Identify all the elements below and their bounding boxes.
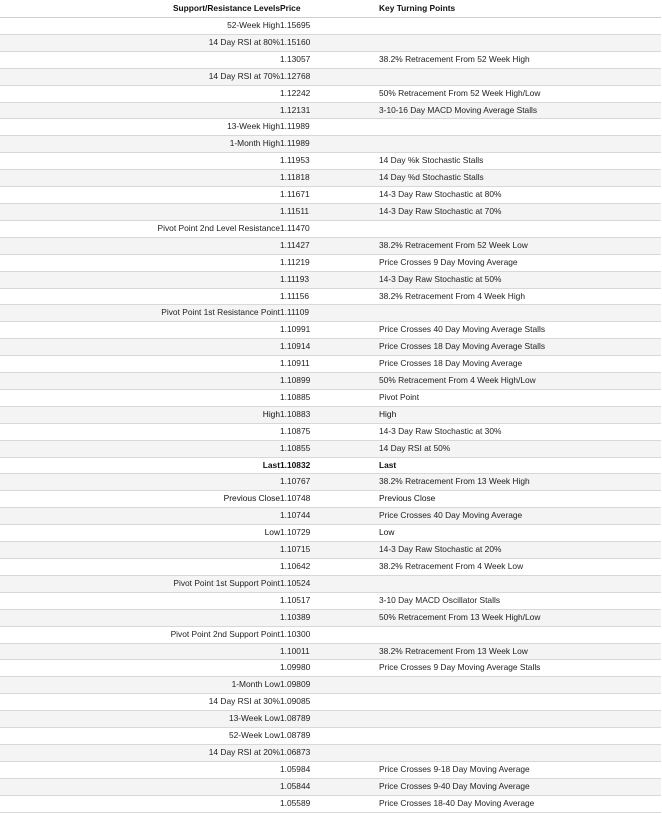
table-row (0, 795, 661, 812)
table-row (0, 271, 661, 288)
table-row (0, 322, 661, 339)
level-cell (0, 356, 280, 373)
key-turning-point-cell (379, 68, 661, 85)
key-turning-point-cell (379, 34, 661, 51)
price-cell: 1.11671 (280, 187, 379, 204)
level-cell (0, 288, 280, 305)
price-cell: 1.10715 (280, 542, 379, 559)
price-cell: 1.11109 (280, 305, 379, 322)
price-cell: 1.10885 (280, 389, 379, 406)
key-turning-point-cell (379, 575, 661, 592)
key-turning-point-cell: 14 Day RSI at 50% (379, 440, 661, 457)
table-row (0, 68, 661, 85)
level-cell: Low (0, 525, 280, 542)
price-cell: 1.11193 (280, 271, 379, 288)
level-cell: 14 Day RSI at 20% (0, 744, 280, 761)
level-cell: 13-Week Low (0, 711, 280, 728)
table-row (0, 339, 661, 356)
key-turning-point-cell (379, 711, 661, 728)
level-cell (0, 187, 280, 204)
table-row (0, 102, 661, 119)
key-turning-point-cell (379, 18, 661, 35)
table-row (0, 711, 661, 728)
level-cell (0, 592, 280, 609)
key-turning-point-cell (379, 626, 661, 643)
key-turning-point-cell: Price Crosses 18 Day Moving Average Stalls (379, 339, 661, 356)
key-turning-point-cell (379, 136, 661, 153)
price-cell: 1.11470 (280, 220, 379, 237)
level-cell (0, 542, 280, 559)
price-cell: 1.12131 (280, 102, 379, 119)
table-row (0, 220, 661, 237)
table-row (0, 609, 661, 626)
level-cell (0, 102, 280, 119)
level-cell (0, 559, 280, 576)
key-turning-point-cell: 50% Retracement From 52 Week High/Low (379, 85, 661, 102)
price-cell: 1.05589 (280, 795, 379, 812)
table-row (0, 288, 661, 305)
price-cell: 1.10517 (280, 592, 379, 609)
price-cell: 1.10389 (280, 609, 379, 626)
table-row (0, 626, 661, 643)
table-row (0, 51, 661, 68)
level-cell (0, 795, 280, 812)
price-cell: 1.10729 (280, 525, 379, 542)
table-row (0, 660, 661, 677)
price-cell: 1.10524 (280, 575, 379, 592)
price-cell: 1.15695 (280, 18, 379, 35)
table-body (0, 18, 661, 813)
key-turning-point-cell: 38.2% Retracement From 52 Week Low (379, 237, 661, 254)
level-cell: 14 Day RSI at 30% (0, 694, 280, 711)
price-cell: 1.11989 (280, 119, 379, 136)
table-row (0, 643, 661, 660)
key-turning-point-cell: 38.2% Retracement From 13 Week Low (379, 643, 661, 660)
level-cell (0, 474, 280, 491)
price-cell: 1.10011 (280, 643, 379, 660)
key-turning-point-cell (379, 119, 661, 136)
header-price: Price (280, 0, 379, 18)
price-cell: 1.10911 (280, 356, 379, 373)
level-cell (0, 339, 280, 356)
key-turning-point-cell: 14 Day %k Stochastic Stalls (379, 153, 661, 170)
level-cell: 14 Day RSI at 80% (0, 34, 280, 51)
price-cell: 1.10767 (280, 474, 379, 491)
key-turning-point-cell: 14-3 Day Raw Stochastic at 30% (379, 423, 661, 440)
header-key-turning-points: Key Turning Points (379, 0, 661, 18)
level-cell: Pivot Point 2nd Support Point (0, 626, 280, 643)
level-cell (0, 423, 280, 440)
table-row (0, 677, 661, 694)
key-turning-point-cell: 50% Retracement From 13 Week High/Low (379, 609, 661, 626)
level-cell (0, 643, 280, 660)
table-row (0, 356, 661, 373)
level-cell: 52-Week High (0, 18, 280, 35)
price-cell: 1.12768 (280, 68, 379, 85)
table-row (0, 18, 661, 35)
key-turning-point-cell (379, 305, 661, 322)
price-cell: 1.11156 (280, 288, 379, 305)
price-cell: 1.09085 (280, 694, 379, 711)
level-cell: 1-Month High (0, 136, 280, 153)
price-cell: 1.10300 (280, 626, 379, 643)
table-row (0, 542, 661, 559)
key-turning-point-cell: High (379, 406, 661, 423)
level-cell (0, 373, 280, 390)
key-turning-point-cell: 38.2% Retracement From 4 Week High (379, 288, 661, 305)
price-cell: 1.11989 (280, 136, 379, 153)
level-cell: 14 Day RSI at 70% (0, 68, 280, 85)
price-cell: 1.10832 (280, 457, 379, 474)
table-row (0, 761, 661, 778)
key-turning-point-cell: 3-10 Day MACD Oscillator Stalls (379, 592, 661, 609)
key-turning-point-cell: 3-10-16 Day MACD Moving Average Stalls (379, 102, 661, 119)
price-cell: 1.09809 (280, 677, 379, 694)
table-row (0, 389, 661, 406)
level-cell (0, 85, 280, 102)
table-row (0, 694, 661, 711)
key-turning-point-cell: Price Crosses 9-40 Day Moving Average (379, 778, 661, 795)
table-header (0, 0, 661, 18)
table-row (0, 440, 661, 457)
table-row (0, 575, 661, 592)
price-cell: 1.12242 (280, 85, 379, 102)
key-turning-point-cell: 50% Retracement From 4 Week High/Low (379, 373, 661, 390)
key-turning-point-cell: Last (379, 457, 661, 474)
price-cell: 1.09980 (280, 660, 379, 677)
table-row (0, 592, 661, 609)
key-turning-point-cell: 14-3 Day Raw Stochastic at 20% (379, 542, 661, 559)
price-cell: 1.10744 (280, 508, 379, 525)
price-cell: 1.11511 (280, 203, 379, 220)
table-row (0, 728, 661, 745)
header-row (0, 0, 661, 18)
price-cell: 1.08789 (280, 728, 379, 745)
table-row (0, 474, 661, 491)
price-cell: 1.10855 (280, 440, 379, 457)
table-row (0, 305, 661, 322)
level-cell: Previous Close (0, 491, 280, 508)
price-cell: 1.10748 (280, 491, 379, 508)
level-cell (0, 254, 280, 271)
level-cell (0, 237, 280, 254)
table-row (0, 491, 661, 508)
key-turning-point-cell (379, 220, 661, 237)
key-turning-point-cell: Price Crosses 18-40 Day Moving Average (379, 795, 661, 812)
table-row (0, 559, 661, 576)
level-cell: Pivot Point 1st Resistance Point (0, 305, 280, 322)
table-row (0, 744, 661, 761)
level-cell (0, 609, 280, 626)
price-cell: 1.10642 (280, 559, 379, 576)
key-turning-point-cell (379, 677, 661, 694)
price-cell: 1.11953 (280, 153, 379, 170)
table-row (0, 457, 661, 474)
level-cell (0, 153, 280, 170)
level-cell (0, 440, 280, 457)
key-turning-point-cell: Price Crosses 40 Day Moving Average Stalls (379, 322, 661, 339)
key-turning-point-cell: Price Crosses 9 Day Moving Average Stalls (379, 660, 661, 677)
level-cell: 52-Week Low (0, 728, 280, 745)
level-cell: Last (0, 457, 280, 474)
table-row (0, 136, 661, 153)
table-row (0, 153, 661, 170)
price-cell: 1.10883 (280, 406, 379, 423)
table-row (0, 254, 661, 271)
key-turning-point-cell: 38.2% Retracement From 52 Week High (379, 51, 661, 68)
table-row (0, 34, 661, 51)
key-turning-point-cell: 14-3 Day Raw Stochastic at 70% (379, 203, 661, 220)
level-cell (0, 203, 280, 220)
key-turning-point-cell: Price Crosses 9-18 Day Moving Average (379, 761, 661, 778)
level-cell (0, 761, 280, 778)
key-turning-point-cell: 38.2% Retracement From 4 Week Low (379, 559, 661, 576)
price-cell: 1.05844 (280, 778, 379, 795)
key-turning-point-cell: Pivot Point (379, 389, 661, 406)
level-cell (0, 389, 280, 406)
price-cell: 1.11818 (280, 170, 379, 187)
table-row (0, 119, 661, 136)
price-cell: 1.06873 (280, 744, 379, 761)
level-cell (0, 778, 280, 795)
price-cell: 1.11427 (280, 237, 379, 254)
key-turning-point-cell: 14 Day %d Stochastic Stalls (379, 170, 661, 187)
price-cell: 1.13057 (280, 51, 379, 68)
table-row (0, 85, 661, 102)
level-cell (0, 271, 280, 288)
header-support-resistance-levels: Support/Resistance Levels (0, 0, 280, 18)
table-row (0, 778, 661, 795)
key-turning-point-cell: 14-3 Day Raw Stochastic at 80% (379, 187, 661, 204)
price-cell: 1.10899 (280, 373, 379, 390)
key-turning-point-cell: 14-3 Day Raw Stochastic at 50% (379, 271, 661, 288)
level-cell: High (0, 406, 280, 423)
price-cell: 1.10991 (280, 322, 379, 339)
level-cell (0, 508, 280, 525)
key-turning-point-cell (379, 694, 661, 711)
table-row (0, 423, 661, 440)
price-cell: 1.10914 (280, 339, 379, 356)
table-row (0, 187, 661, 204)
price-cell: 1.11219 (280, 254, 379, 271)
price-cell: 1.08789 (280, 711, 379, 728)
price-cell: 1.05984 (280, 761, 379, 778)
level-cell (0, 660, 280, 677)
level-cell: Pivot Point 2nd Level Resistance (0, 220, 280, 237)
table-row (0, 508, 661, 525)
level-cell: 13-Week High (0, 119, 280, 136)
table-row (0, 406, 661, 423)
table-row (0, 203, 661, 220)
level-cell: Pivot Point 1st Support Point (0, 575, 280, 592)
price-cell: 1.15160 (280, 34, 379, 51)
key-turning-point-cell: Price Crosses 40 Day Moving Average (379, 508, 661, 525)
key-turning-point-cell: Price Crosses 18 Day Moving Average (379, 356, 661, 373)
key-turning-point-cell (379, 744, 661, 761)
key-turning-point-cell: Previous Close (379, 491, 661, 508)
key-turning-point-cell: Price Crosses 9 Day Moving Average (379, 254, 661, 271)
level-cell: 1-Month Low (0, 677, 280, 694)
level-cell (0, 322, 280, 339)
key-turning-point-cell (379, 728, 661, 745)
key-turning-point-cell: Low (379, 525, 661, 542)
price-cell: 1.10875 (280, 423, 379, 440)
level-cell (0, 51, 280, 68)
table-row (0, 525, 661, 542)
level-cell (0, 170, 280, 187)
table-row (0, 170, 661, 187)
table-row (0, 237, 661, 254)
table-row (0, 373, 661, 390)
key-turning-point-cell: 38.2% Retracement From 13 Week High (379, 474, 661, 491)
